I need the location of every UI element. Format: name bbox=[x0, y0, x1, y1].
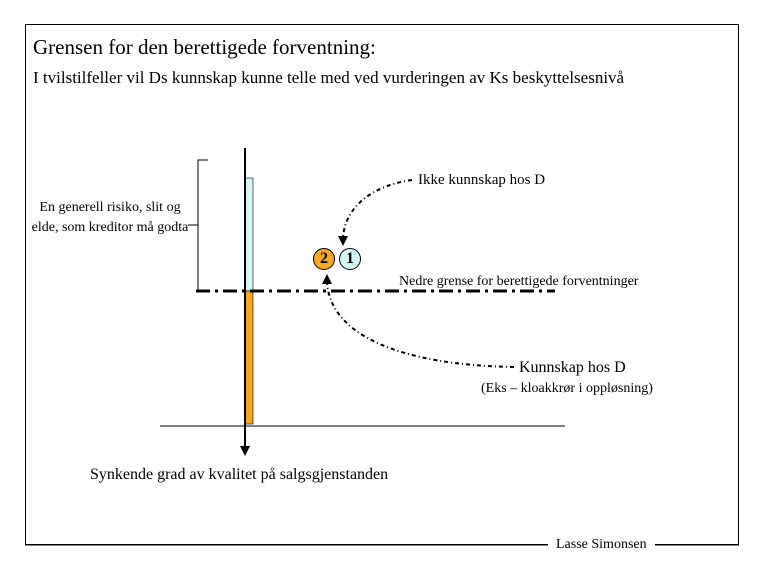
knowledge-label: Kunnskap hos D bbox=[519, 359, 626, 376]
x-axis-label: Synkende grad av kvalitet på salgsgjenstanden bbox=[90, 466, 389, 483]
risk-bracket bbox=[188, 160, 208, 290]
marker-2: 2 bbox=[313, 248, 335, 270]
upper-quality-bar bbox=[245, 178, 253, 291]
marker-1: 1 bbox=[339, 248, 361, 270]
lower-limit-label: Nedre grense for berettigede forventninger bbox=[399, 274, 639, 289]
example-label: (Eks – kloakkrør i oppløsning) bbox=[481, 381, 653, 396]
general-risk-label: En generell risiko, slit og elde, som kreditor må godta bbox=[31, 200, 189, 235]
no-knowledge-arrow bbox=[343, 180, 412, 238]
author-name: Lasse Simonsen bbox=[548, 537, 655, 553]
knowledge-arrowhead bbox=[322, 274, 332, 284]
slide-subtitle: I tvilstilfeller vil Ds kunnskap kunne telle med ved vurderingen av Ks beskyttelsesnivå bbox=[33, 68, 625, 87]
slide-title: Grensen for den berettigede forventning: bbox=[33, 35, 376, 59]
lower-quality-bar bbox=[245, 291, 253, 424]
no-knowledge-arrowhead bbox=[338, 236, 348, 246]
no-knowledge-label: Ikke kunnskap hos D bbox=[418, 172, 546, 188]
vertical-axis-arrowhead bbox=[240, 446, 250, 456]
knowledge-arrow bbox=[327, 282, 514, 367]
